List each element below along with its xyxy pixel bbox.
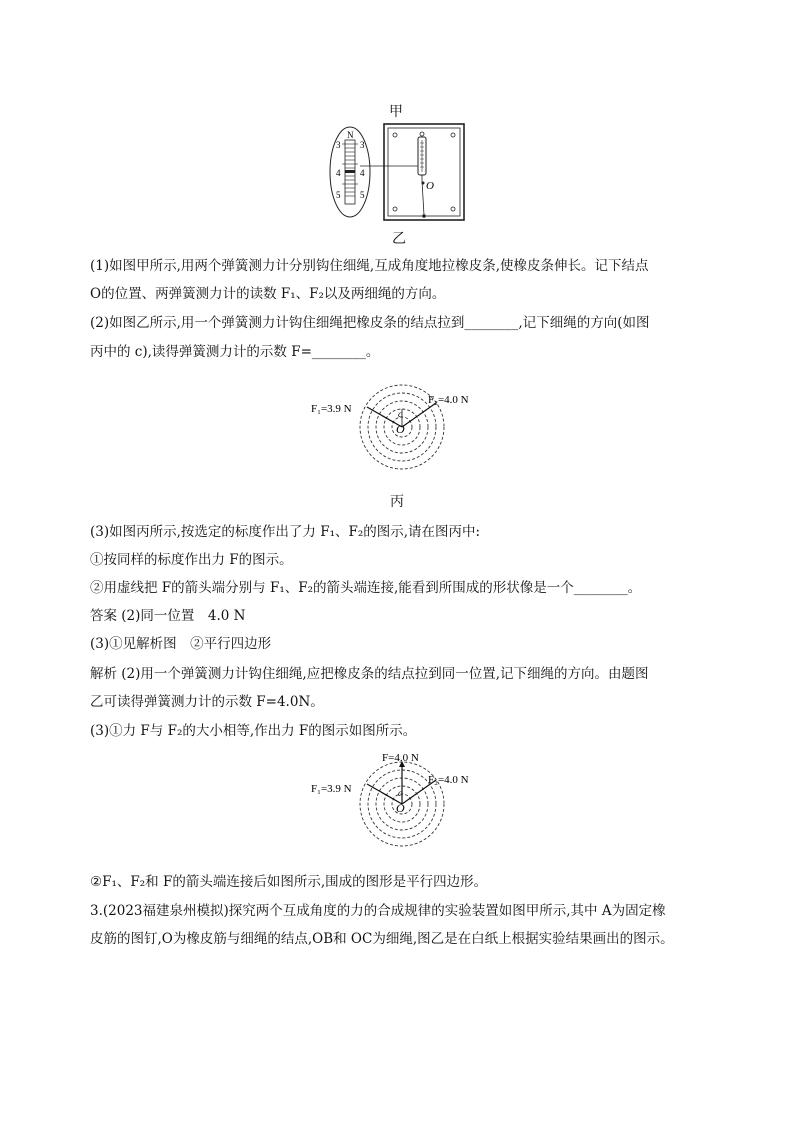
pin [451, 133, 455, 137]
f-label: F=4.0 N [382, 752, 419, 764]
f1-label: F₁=3.9 N [311, 783, 352, 795]
analysis-line1: 解析 (2)用一个弹簧测力计钩住细绳,应把橡皮条的结点拉到同一位置,记下细绳的方向。由题图 [90, 666, 649, 682]
figure2-caption: 丙 [390, 494, 404, 510]
scale-mark-right-5: 5 [360, 190, 365, 200]
answer-line2: (3)①见解析图 ②平行四边形 [90, 636, 272, 652]
force-diagram-bing [310, 375, 490, 495]
string [422, 181, 424, 215]
o-label: O [396, 422, 405, 436]
figure1-label-top: 甲 [389, 104, 403, 120]
f2-arrow [402, 403, 436, 427]
f2-label: F₂=4.0 N [428, 774, 469, 786]
scale-mark-right-3: 3 [360, 140, 365, 150]
q1-line2: O的位置、两弹簧测力计的读数 F₁、F₂以及两细绳的方向。 [90, 286, 446, 302]
analysis-line2: 乙可读得弹簧测力计的示数 F=4.0N。 [90, 694, 324, 710]
q2-line2: 丙中的 c),读得弹簧测力计的示数 F=________。 [90, 344, 380, 360]
q2-line1: (2)如图乙所示,用一个弹簧测力计钩住细绳把橡皮条的结点拉到________,记下细绳的方向(如图 [90, 315, 650, 331]
spring-scale-apparatus-figure [320, 118, 470, 228]
pin [393, 207, 397, 211]
scale-mark-right-4: 4 [360, 168, 365, 178]
f1-label: F₁=3.9 N [311, 403, 352, 415]
scale-mark-left-4: 4 [336, 168, 341, 178]
knot-o [422, 182, 425, 185]
q3-line1: (3)如图丙所示,按选定的标度作出了力 F₁、F₂的图示,请在图丙中: [90, 524, 481, 540]
force-diagram-answer [310, 752, 490, 864]
c-label: c [398, 409, 402, 419]
pin [451, 207, 455, 211]
q1-line1: (1)如图甲所示,用两个弹簧测力计分别钩住细绳,互成角度地拉橡皮条,使橡皮条伸长。记下结点 [90, 258, 649, 274]
answer-line1: 答案 (2)同一位置 4.0 N [90, 608, 246, 624]
q-next-line1: 3.(2023福建泉州模拟)探究两个互成角度的力的合成规律的实验装置如图甲所示,其中 A为固定橡 [90, 903, 666, 919]
scale-unit: N [347, 130, 354, 140]
scale-mark-left-5: 5 [336, 190, 341, 200]
figure1-label-bottom: 乙 [392, 231, 406, 247]
pointer [345, 170, 355, 173]
point-o-label: O [426, 180, 434, 192]
scale-mark-left-3: 3 [336, 140, 341, 150]
q3-line2: ①按同样的标度作出力 F的图示。 [90, 552, 293, 568]
c-label: c [398, 788, 402, 798]
f2-label: F₂=4.0 N [428, 394, 469, 406]
pin [393, 133, 397, 137]
analysis2-line1: ②F₁、F₂和 F的箭头端连接后如图所示,围成的图形是平行四边形。 [90, 874, 488, 890]
q-next-line2: 皮筋的图钉,O为橡皮筋与细绳的结点,OB和 OC为细绳,图乙是在白纸上根据实验结果画出的图示。 [90, 931, 674, 947]
analysis-line3: (3)①力 F与 F₂的大小相等,作出力 F的图示如图所示。 [90, 723, 417, 739]
q3-line3: ②用虚线把 F的箭头端分别与 F₁、F₂的箭头端连接,能看到所围成的形状像是一个________。 [90, 580, 642, 596]
o-label: O [396, 801, 405, 815]
